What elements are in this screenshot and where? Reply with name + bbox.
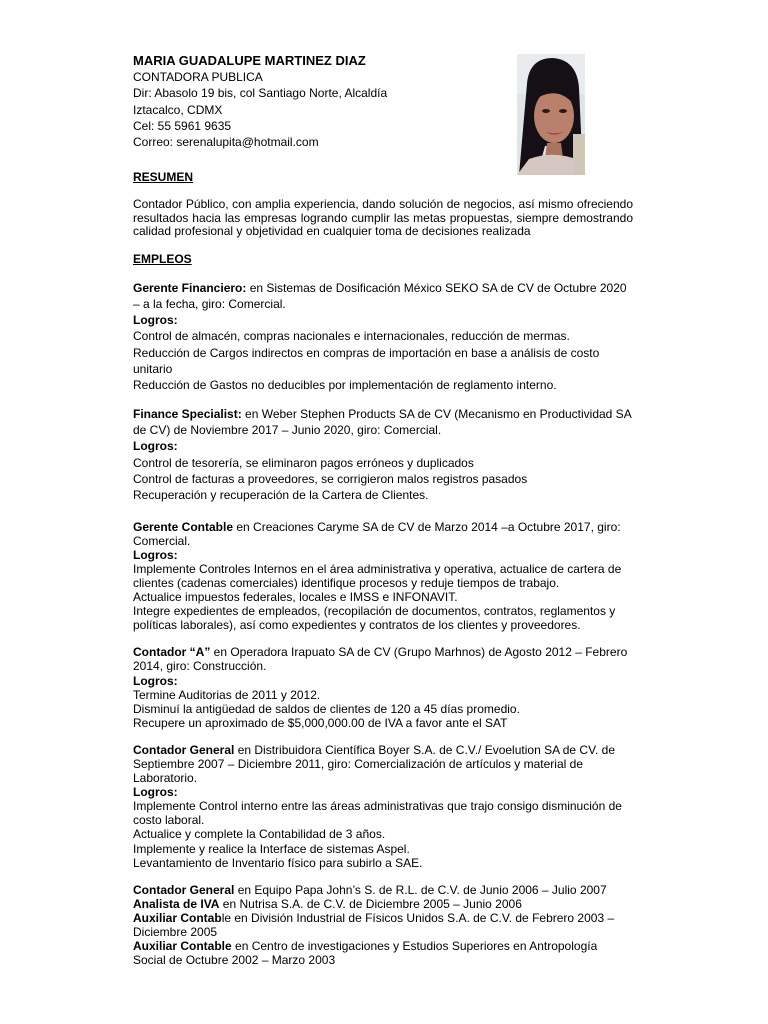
achievement-item: Actualice impuestos federales, locales e IMSS e INFONAVIT. <box>133 590 458 605</box>
job-details: en Nutrisa S.A. de C.V. de Diciembre 2005 – Junio 2006 <box>219 896 522 911</box>
earlier-positions <box>133 883 633 968</box>
achievements-label: Logros: <box>133 547 178 562</box>
achievements-label: Logros: <box>133 673 178 688</box>
job-role: Analista de IVA <box>133 896 220 911</box>
job-role: Gerente Financiero: <box>133 280 247 295</box>
address-line-1: Dir: Abasolo 19 bis, col Santiago Norte, Alcaldía <box>133 86 388 101</box>
achievement-item: Recuperación y recuperación de la Cartera de Clientes. <box>133 488 429 503</box>
candidate-title: CONTADORA PUBLICA <box>133 70 263 84</box>
achievement-item: Levantamiento de Inventario físico para subirlo a SAE. <box>133 855 423 870</box>
job-header <box>133 281 633 313</box>
job-details: en Creaciones Caryme SA de CV de Marzo 2014 –a Octubre 2017, giro: Comercial. <box>133 519 621 548</box>
job-details: le en División Industrial de Físicos Unidos S.A. de C.V. de Febrero 2003 – Diciembre 2005 <box>133 910 615 939</box>
job-details: en Distribuidora Científica Boyer S.A. de C.V./ Evoelution SA de CV. de Septiembre 2007 – Diciembre 2011, giro: Comercialización de artículos y material de Laboratorio. <box>133 742 616 786</box>
achievements-label: Logros: <box>133 312 178 327</box>
job-details: en Weber Stephen Products SA de CV (Mecanismo en Productividad SA de CV) de Noviembre 2017 – Junio 2020, giro: Comercial. <box>133 407 632 438</box>
email-address: Correo: serenalupita@hotmail.com <box>133 135 319 150</box>
achievements-label: Logros: <box>133 439 178 454</box>
achievement-list <box>133 688 633 730</box>
address-line-2: Iztacalco, CDMX <box>133 102 223 117</box>
achievement-item: Integre expedientes de empleados, (recopilación de documentos, contratos, reglamentos y políticas laborales), así como expedientes y contratos de los clientes y proveedores. <box>133 604 616 633</box>
achievement-item: Control de almacén, compras nacionales e internacionales, reducción de mermas. <box>133 329 570 344</box>
phone-number: Cel: 55 5961 9635 <box>133 118 232 133</box>
achievement-item: Termine Auditorias de 2011 y 2012. <box>133 687 321 702</box>
achievements-label: Logros: <box>133 785 178 800</box>
job-details: en Sistemas de Dosificación México SEKO SA de CV de Octubre 2020 – a la fecha, giro: Comercial. <box>133 280 627 311</box>
summary-text: Contador Público, con amplia experiencia, dando solución de negocios, así mismo ofreciendo resultados hacia las empresas logrando cumplir las metas propuestas, siempre demostrando calidad profesional y objetividad en cualquier toma de decisiones realizada <box>133 197 633 239</box>
job-details: en Centro de investigaciones y Estudios Superiores en Antropología Social de Octubre 2002 – Marzo 2003 <box>133 939 598 968</box>
achievement-item: Reducción de Cargos indirectos en compras de importación en base a análisis de costo unitario <box>133 345 600 376</box>
employment-heading: EMPLEOS <box>133 251 192 266</box>
job-header <box>133 407 633 439</box>
job-header <box>133 645 633 673</box>
job-details: en Operadora Irapuato SA de CV (Grupo Marhnos) de Agosto 2012 – Febrero 2014, giro: Construcción. <box>133 645 628 674</box>
job-role: Gerente Contable <box>133 519 234 534</box>
achievement-item: Control de tesorería, se eliminaron pagos erróneos y duplicados <box>133 455 474 470</box>
resume-page <box>133 52 633 967</box>
achievement-list <box>133 799 633 869</box>
resume-header <box>133 52 633 150</box>
job-details: en Equipo Papa John’s S. de R.L. de C.V. de Junio 2006 – Julio 2007 <box>234 882 607 897</box>
job-entry <box>133 407 633 503</box>
job-entry <box>133 743 633 870</box>
job-role: Contador “A” <box>133 645 211 660</box>
achievement-item: Disminuí la antigüedad de saldos de clientes de 120 a 45 días promedio. <box>133 701 520 716</box>
job-header <box>133 520 633 548</box>
achievement-item: Recupere un aproximado de $5,000,000.00 de IVA a favor ante el SAT <box>133 715 508 730</box>
job-role: Auxiliar Contable <box>133 939 232 954</box>
achievement-list <box>133 562 633 632</box>
achievement-list <box>133 455 633 504</box>
achievement-item: Reducción de Gastos no deducibles por implementación de reglamento interno. <box>133 378 557 393</box>
job-entry <box>133 520 633 633</box>
job-header <box>133 743 633 785</box>
achievement-list <box>133 328 633 393</box>
job-role: Finance Specialist: <box>133 407 242 422</box>
earlier-position <box>133 883 633 897</box>
candidate-name: MARIA GUADALUPE MARTINEZ DIAZ <box>133 53 366 68</box>
achievement-item: Implemente Controles Internos en el área administrativa y operativa, actualice de cartera de clientes (cadenas comerciales) identifique procesos y reduje tiempos de trabajo. <box>133 561 622 590</box>
job-entry <box>133 645 633 730</box>
achievement-item: Implemente Control interno entre las áreas administrativas que trajo consigo disminución de costo laboral. <box>133 799 622 828</box>
achievement-item: Control de facturas a proveedores, se corrigieron malos registros pasados <box>133 472 528 487</box>
earlier-position <box>133 911 633 939</box>
earlier-position <box>133 939 633 967</box>
job-entry <box>133 281 633 394</box>
achievement-item: Implemente y realice la Interface de sistemas Aspel. <box>133 841 410 856</box>
achievement-item: Actualice y complete la Contabilidad de 3 años. <box>133 827 386 842</box>
job-role: Contador General <box>133 742 235 757</box>
job-role: Contador General <box>133 882 235 897</box>
earlier-position <box>133 897 633 911</box>
job-role: Auxiliar Contab <box>133 910 222 925</box>
summary-heading: RESUMEN <box>133 170 194 185</box>
